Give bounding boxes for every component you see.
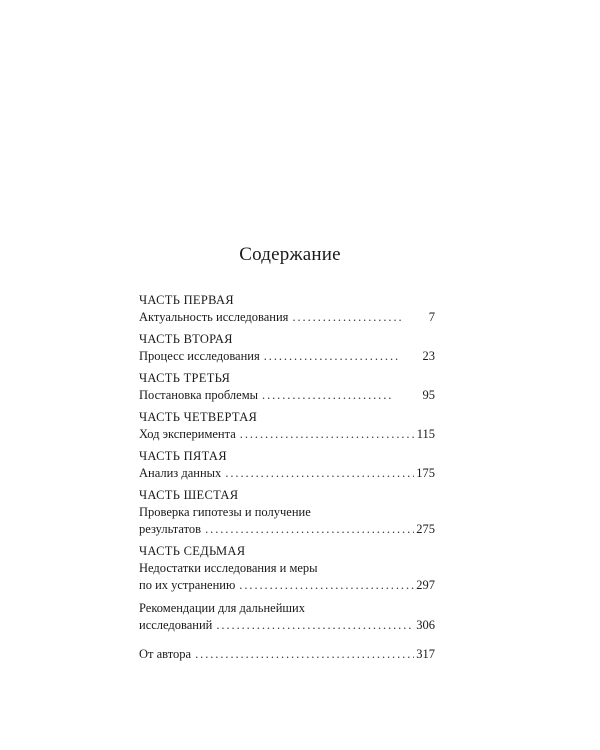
toc-entry-part-4[interactable] bbox=[139, 409, 435, 443]
toc-entry-part-1[interactable] bbox=[139, 292, 435, 326]
dot-leader bbox=[239, 577, 414, 594]
toc-row bbox=[139, 426, 435, 443]
dot-leader bbox=[195, 646, 414, 663]
toc-part-label: ЧАСТЬ ВТОРАЯ bbox=[139, 332, 233, 346]
dot-leader bbox=[205, 521, 414, 538]
toc-entry-title: От автора bbox=[139, 647, 192, 661]
page-title: Содержание bbox=[239, 244, 341, 265]
toc-page-number: 275 bbox=[416, 522, 435, 536]
toc-entry-part-2[interactable] bbox=[139, 331, 435, 365]
toc-page-number: 7 bbox=[428, 310, 435, 324]
toc-part-label: ЧАСТЬ ШЕСТАЯ bbox=[139, 488, 239, 502]
toc-part-label: ЧАСТЬ ПЕРВАЯ bbox=[139, 293, 234, 307]
toc-page-number: 297 bbox=[416, 578, 435, 592]
toc-entry-part-5[interactable] bbox=[139, 448, 435, 482]
toc-row bbox=[139, 521, 435, 538]
toc-page-number: 115 bbox=[416, 427, 435, 441]
toc-part-label: ЧАСТЬ ТРЕТЬЯ bbox=[139, 371, 231, 385]
toc-page-number: 23 bbox=[422, 349, 435, 363]
toc-entry-title-line: Проверка гипотезы и получение bbox=[139, 505, 311, 519]
toc-entry-title-line: Недостатки исследования и меры bbox=[139, 561, 318, 575]
toc-row bbox=[139, 309, 435, 326]
toc-entry-part-6[interactable] bbox=[139, 487, 435, 538]
toc-page-number: 317 bbox=[416, 647, 435, 661]
dot-leader bbox=[264, 348, 400, 365]
toc-entry-author-note[interactable] bbox=[139, 646, 435, 663]
dot-leader bbox=[292, 309, 404, 326]
toc-entry-title-line: Рекомендации для дальнейших bbox=[139, 601, 305, 615]
toc-entry-title: по их устранению bbox=[139, 578, 236, 592]
toc-part-label: ЧАСТЬ ПЯТАЯ bbox=[139, 449, 227, 463]
toc-entry-part-3[interactable] bbox=[139, 370, 435, 404]
toc-entry-part-7[interactable] bbox=[139, 543, 435, 594]
toc-part-label: ЧАСТЬ ЧЕТВЕРТАЯ bbox=[139, 410, 258, 424]
dot-leader bbox=[216, 617, 414, 634]
toc-entry-title: результатов bbox=[139, 522, 202, 536]
toc-row bbox=[139, 617, 435, 634]
dot-leader bbox=[240, 426, 415, 443]
toc-row bbox=[139, 577, 435, 594]
toc-entry-title: исследований bbox=[139, 618, 213, 632]
toc-entry-title: Постановка проблемы bbox=[139, 388, 259, 402]
toc-entry-title: Анализ данных bbox=[139, 466, 222, 480]
toc-part-label: ЧАСТЬ СЕДЬМАЯ bbox=[139, 544, 246, 558]
toc-row bbox=[139, 348, 435, 365]
toc-page-number: 95 bbox=[422, 388, 435, 402]
toc-row bbox=[139, 465, 435, 482]
dot-leader bbox=[262, 387, 394, 404]
toc-entry-title: Ход эксперимента bbox=[139, 427, 236, 441]
toc-entry-title: Процесс исследования bbox=[139, 349, 260, 363]
toc-row bbox=[139, 387, 435, 404]
toc-row bbox=[139, 646, 435, 663]
toc-entry-title: Актуальность исследования bbox=[139, 310, 289, 324]
toc-page-number: 175 bbox=[416, 466, 435, 480]
toc-page-number: 306 bbox=[416, 618, 435, 632]
dot-leader bbox=[225, 465, 414, 482]
table-of-contents bbox=[139, 292, 435, 668]
toc-entry-recommendations[interactable] bbox=[139, 600, 435, 634]
